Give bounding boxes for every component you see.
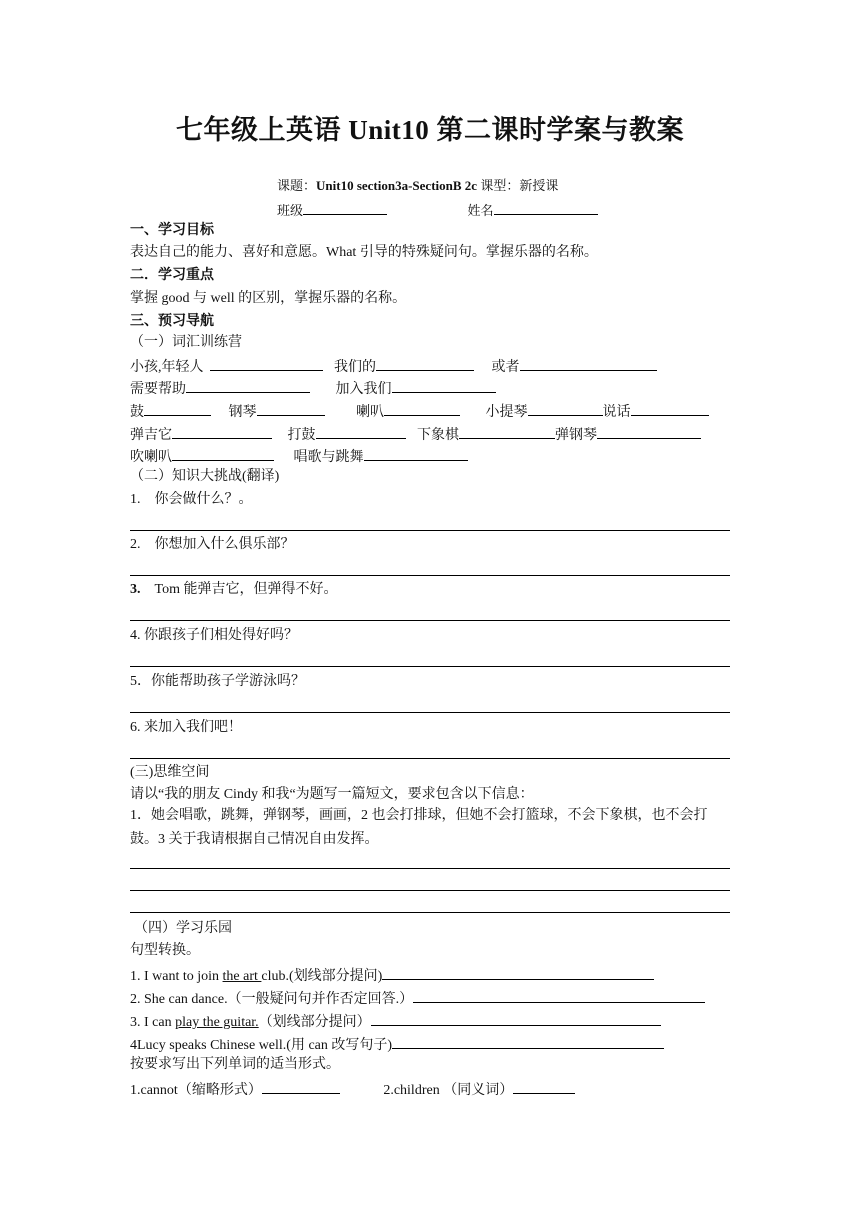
section2-text: 掌握 good 与 well 的区别，掌握乐器的名称。	[130, 291, 407, 306]
question-text: 你会做什么？。	[154, 492, 253, 507]
vocab-row-5	[130, 445, 468, 468]
form-item: 2.children （同义词）	[383, 1083, 514, 1098]
vocab-item: 小提琴	[485, 405, 528, 420]
vocab-blank[interactable]	[144, 400, 211, 416]
class-label: 班级	[277, 203, 304, 218]
answer-blank[interactable]	[382, 964, 654, 980]
transform-2	[130, 987, 705, 1010]
question-4: 4. 你跟孩子们相处得好吗？	[130, 628, 298, 643]
challenge-heading: （二）知识大挑战(翻译)	[130, 469, 280, 484]
fun-heading: （四）学习乐园	[134, 921, 232, 936]
transform-1	[130, 964, 654, 987]
writing-line[interactable]	[130, 912, 730, 913]
section1-text: 表达自己的能力、喜好和意愿。What 引导的特殊疑问句。掌握乐器的名称。	[130, 245, 598, 260]
transform-text: （划线部分提问）	[258, 1015, 371, 1030]
question-1	[130, 490, 253, 510]
transform-4	[130, 1033, 664, 1056]
vocab-item: 钢琴	[228, 405, 257, 420]
vocab-blank[interactable]	[172, 445, 274, 461]
vocab-blank[interactable]	[520, 355, 657, 371]
transform-text: 2. She can dance.（一般疑问句并作否定回答.）	[130, 992, 414, 1007]
vocab-blank[interactable]	[376, 355, 474, 371]
thinking-body: 1．她会唱歌，跳舞，弹钢琴，画画，2 也会打排球，但她不会打篮球，不会下象棋，也不会打鼓。3 关于我请根据自己情况自由发挥。	[130, 808, 708, 847]
transform-text: 3. I can	[130, 1015, 176, 1030]
question-number: 3.	[130, 582, 141, 597]
form-item: 1.cannot（缩略形式）	[130, 1083, 262, 1098]
class-blank[interactable]	[303, 199, 387, 215]
vocab-item: 弹吉它	[130, 428, 172, 443]
vocab-item: 唱歌与跳舞	[293, 450, 364, 465]
forms-row	[130, 1078, 575, 1101]
vocab-blank[interactable]	[528, 400, 603, 416]
vocab-item: 加入我们	[335, 382, 392, 397]
question-text: 你想加入什么俱乐部？	[154, 537, 295, 552]
vocab-item: 小孩,年轻人	[130, 360, 204, 375]
vocab-blank[interactable]	[364, 445, 468, 461]
thinking-heading: (三)思维空间	[130, 765, 210, 780]
writing-line[interactable]	[130, 868, 730, 869]
answer-line[interactable]	[130, 530, 730, 531]
answer-line[interactable]	[130, 712, 730, 713]
answer-line[interactable]	[130, 758, 730, 759]
vocab-item: 打鼓	[287, 428, 316, 443]
answer-line[interactable]	[130, 575, 730, 576]
answer-line[interactable]	[130, 620, 730, 621]
vocab-blank[interactable]	[392, 377, 496, 393]
question-3	[130, 580, 337, 600]
question-6: 6. 来加入我们吧！	[130, 720, 242, 735]
vocab-blank[interactable]	[384, 400, 460, 416]
question-2	[130, 535, 295, 555]
answer-blank[interactable]	[262, 1078, 340, 1094]
class-name-line	[277, 199, 598, 221]
vocab-row-3	[130, 400, 709, 423]
transform-text: club.(划线部分提问)	[261, 969, 383, 984]
vocab-blank[interactable]	[210, 355, 323, 371]
question-5: 5．你能帮助孩子学游泳吗？	[130, 674, 305, 689]
answer-blank[interactable]	[413, 987, 705, 1003]
underlined-phrase: the art	[222, 969, 262, 984]
vocab-item: 或者	[491, 360, 520, 375]
answer-line[interactable]	[130, 666, 730, 667]
topic-label: 课题：	[277, 178, 317, 193]
topic-line	[277, 176, 558, 196]
transform-3	[130, 1010, 661, 1033]
question-text: Tom 能弹吉它，但弹得不好。	[154, 582, 338, 597]
vocab-row-4	[130, 423, 701, 446]
vocab-row-2	[130, 377, 496, 400]
answer-blank[interactable]	[513, 1078, 575, 1094]
transform-text: 4Lucy speaks Chinese well.(用 can 改写句子)	[130, 1038, 393, 1053]
section1-heading: 一、学习目标	[130, 223, 214, 238]
vocab-item: 下象棋	[417, 428, 459, 443]
question-number: 1.	[130, 492, 141, 507]
transform-text: 1. I want to join	[130, 969, 223, 984]
topic-value: Unit10 section3a-SectionB 2c	[316, 178, 478, 193]
vocab-row-1	[130, 355, 657, 378]
name-blank[interactable]	[494, 199, 598, 215]
transform-heading: 句型转换。	[130, 943, 200, 958]
section2-heading: 二．学习重点	[130, 268, 214, 283]
forms-heading: 按要求写出下列单词的适当形式。	[130, 1057, 340, 1072]
vocab-item: 说话	[602, 405, 631, 420]
underlined-phrase: play the guitar.	[175, 1015, 259, 1030]
lesson-type: 课型：新授课	[480, 178, 559, 193]
answer-blank[interactable]	[371, 1010, 661, 1026]
vocab-item: 鼓	[130, 405, 144, 420]
vocab-item: 我们的	[334, 360, 376, 375]
vocab-blank[interactable]	[459, 423, 555, 439]
section3-heading: 三、预习导航	[130, 314, 214, 329]
vocab-item: 弹钢琴	[555, 428, 597, 443]
vocab-item: 需要帮助	[130, 382, 186, 397]
vocab-blank[interactable]	[172, 423, 272, 439]
vocab-blank[interactable]	[257, 400, 325, 416]
thinking-prompt: 请以“我的朋友 Cindy 和我“为题写一篇短文，要求包含以下信息：	[130, 787, 534, 802]
name-label: 姓名	[467, 203, 494, 218]
vocab-heading: （一）词汇训练营	[130, 335, 242, 350]
vocab-blank[interactable]	[597, 423, 701, 439]
vocab-blank[interactable]	[631, 400, 709, 416]
vocab-item: 喇叭	[356, 405, 384, 420]
vocab-blank[interactable]	[186, 377, 310, 393]
answer-blank[interactable]	[392, 1033, 664, 1049]
writing-line[interactable]	[130, 890, 730, 891]
page-title: 七年级上英语 Unit10 第二课时学案与教案	[175, 115, 684, 145]
question-number: 2.	[130, 537, 141, 552]
vocab-item: 吹喇叭	[130, 450, 172, 465]
vocab-blank[interactable]	[316, 423, 406, 439]
